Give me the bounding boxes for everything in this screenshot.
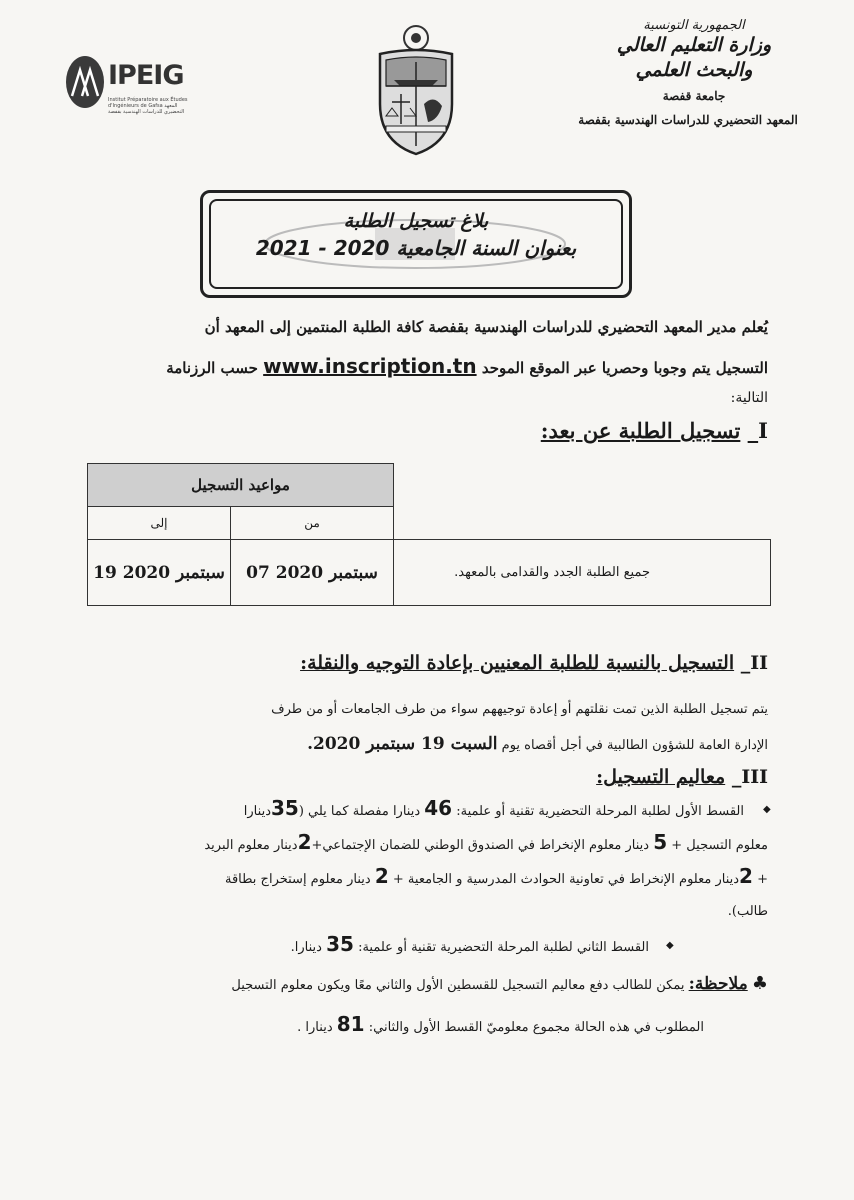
section3-title: معاليم التسجيل: xyxy=(596,766,726,788)
republic-name: الجمهورية التونسية xyxy=(643,18,745,33)
title-box xyxy=(200,190,632,298)
section1-number: I_ xyxy=(747,418,768,443)
amount-2: 2 xyxy=(374,864,389,888)
amount-46: 46 xyxy=(424,796,453,820)
ministry-name-line1: وزارة التعليم العالي xyxy=(616,34,772,56)
text: دينارا xyxy=(243,804,271,819)
bullet-icon: ◆ xyxy=(666,940,674,951)
institute-name: المعهد التحضيري للدراسات الهندسية بقفصة xyxy=(578,113,798,127)
tunisia-emblem-icon xyxy=(368,24,464,159)
amount-35: 35 xyxy=(270,796,299,820)
column-to: إلى xyxy=(88,507,231,540)
government-header xyxy=(574,18,814,127)
column-from: من xyxy=(231,507,394,540)
table-row xyxy=(88,540,771,606)
title-prefix: بعنوان السنة الجامعية xyxy=(396,236,577,260)
amount-2: 2 xyxy=(739,864,753,888)
text: + xyxy=(757,872,768,887)
cell-from-date: 07 سبتمبر 2020 xyxy=(231,540,394,606)
section3-number: III_ xyxy=(731,766,768,788)
inscription-url-link[interactable]: www.inscription.tn xyxy=(263,354,477,378)
university-name: جامعة قفصة xyxy=(662,89,726,103)
text: القسط الثاني لطلبة المرحلة التحضيرية تقنية أو علمية: xyxy=(358,940,649,955)
fee-bullet1-line1 xyxy=(84,796,744,824)
note-line2 xyxy=(297,1012,704,1040)
title-line1: بلاغ تسجيل الطلبة xyxy=(343,210,489,232)
text: دينار معلوم إستخراج بطاقة xyxy=(225,872,371,887)
cell-description: جميع الطلبة الجدد والقدامى بالمعهد. xyxy=(394,540,771,606)
title-line2 xyxy=(200,236,632,260)
text: دينار معلوم البريد xyxy=(204,838,298,853)
amount-35: 35 xyxy=(326,932,354,956)
fee-bullet1-line4: طالب). xyxy=(727,904,768,919)
section2-line2-before: الإدارة العامة للشؤون الطالبية في أجل أقصاه يوم xyxy=(501,738,768,753)
note-label: ملاحظة: xyxy=(688,974,748,994)
text: دينار معلوم الإنخراط في تعاونية الحوادث المدرسية و الجامعية + xyxy=(392,872,740,887)
registration-schedule-table xyxy=(87,463,771,606)
bullet-icon: ◆ xyxy=(763,804,771,815)
section2-number: II_ xyxy=(740,652,768,674)
logo-subtext: Institut Préparatoire aux Études d'Ingénieurs de Gafsa المعهد التحضيري للدراسات الهندسية بقفصة xyxy=(108,97,188,115)
deadline-date: السبت 19 سبتمبر 2020. xyxy=(307,734,498,754)
text: دينارا مفصلة كما يلي ( xyxy=(298,804,421,819)
intro-line3: التالية: xyxy=(730,390,768,406)
text: دينار معلوم الإنخراط في الصندوق الوطني للضمان الإجتماعي+ xyxy=(311,838,650,853)
cell-to-date: 19 سبتمبر 2020 xyxy=(88,540,231,606)
section2-line2 xyxy=(98,732,768,758)
text: المطلوب في هذه الحالة مجموع معلوميّ القسط الأول والثاني: xyxy=(368,1020,704,1035)
note-line1 xyxy=(84,972,768,998)
intro-line2-before: التسجيل يتم وجوبا وحصريا عبر الموقع الموحد xyxy=(481,359,768,377)
academic-years: 2020 - 2021 xyxy=(255,236,390,260)
amount-5: 5 xyxy=(653,830,668,854)
section1-title: تسجيل الطلبة عن بعد: xyxy=(540,418,741,443)
amount-81: 81 xyxy=(336,1012,365,1036)
table-header-dates: مواعيد التسجيل xyxy=(88,464,394,507)
ipeig-logo-icon xyxy=(64,52,106,112)
section2-title: التسجيل بالنسبة للطلبة المعنيين بإعادة التوجيه والنقلة: xyxy=(300,652,735,674)
ministry-name-line2: والبحث العلمي xyxy=(635,59,753,81)
section2-line1: يتم تسجيل الطلبة الذين تمت نقلتهم أو إعادة توجيههم سواء من طرف الجامعات أو من طرف xyxy=(271,702,768,717)
fee-bullet1-line2 xyxy=(84,830,768,858)
logo-text: IPEIG xyxy=(108,60,184,91)
section3-heading xyxy=(596,766,768,788)
ipeig-logo xyxy=(64,52,194,122)
fee-bullet1-line3 xyxy=(84,864,768,892)
club-icon: ♣ xyxy=(751,973,768,994)
note-text: يمكن للطالب دفع معاليم التسجيل للقسطين الأول والثاني معًا ويكون معلوم التسجيل xyxy=(231,978,685,993)
text: القسط الأول لطلبة المرحلة التحضيرية تقنية أو علمية: xyxy=(456,804,744,819)
intro-line2 xyxy=(88,354,768,378)
text: دينارا. xyxy=(290,940,322,955)
text: معلوم التسجيل + xyxy=(671,838,768,853)
section1-heading xyxy=(541,418,768,443)
amount-2: 2 xyxy=(297,830,312,854)
intro-line2-after: حسب الرزنامة xyxy=(166,359,258,377)
text: دينارا . xyxy=(297,1020,333,1035)
fee-bullet2 xyxy=(291,932,649,960)
section2-heading xyxy=(300,652,768,674)
intro-line1: يُعلم مدير المعهد التحضيري للدراسات الهندسية بقفصة كافة الطلبة المنتمين إلى المعهد أن xyxy=(204,318,768,336)
